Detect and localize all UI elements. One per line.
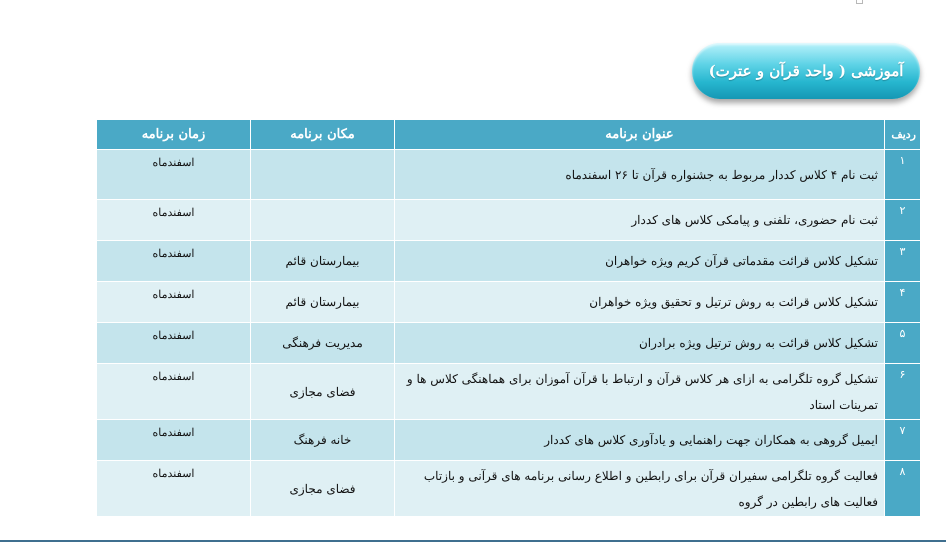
row-number: ۶ [885, 364, 921, 420]
program-title: فعالیت گروه تلگرامی سفیران قرآن برای رابطین و اطلاع رسانی برنامه های قرآنی و بازتاب فعالیت های رابطین در گروه [395, 461, 885, 517]
row-number: ۲ [885, 200, 921, 241]
header-program-time: زمان برنامه [97, 120, 251, 150]
table-row [97, 200, 921, 241]
table-row [97, 364, 921, 420]
table-header-row [97, 120, 921, 150]
program-place: بیمارستان قائم [251, 241, 395, 282]
row-number: ۴ [885, 282, 921, 323]
program-place [251, 150, 395, 200]
program-time: اسفندماه [97, 150, 251, 200]
row-number: ۳ [885, 241, 921, 282]
program-table [96, 119, 921, 517]
table-row [97, 241, 921, 282]
program-title: تشکیل گروه تلگرامی به ازای هر کلاس قرآن و ارتباط با قرآن آموزان برای هماهنگی کلاس ها و تمرینات استاد [395, 364, 885, 420]
table-row [97, 150, 921, 200]
table-row [97, 420, 921, 461]
header-program-title: عنوان برنامه [395, 120, 885, 150]
row-number: ۸ [885, 461, 921, 517]
program-title: تشکیل کلاس قرائت به روش ترتیل ویژه برادران [395, 323, 885, 364]
row-number: ۱ [885, 150, 921, 200]
program-title: ایمیل گروهی به همکاران جهت راهنمایی و یادآوری کلاس های کددار [395, 420, 885, 461]
header-row-number: ردیف [885, 120, 921, 150]
program-place [251, 200, 395, 241]
section-title-badge [692, 43, 920, 99]
program-time: اسفندماه [97, 461, 251, 517]
header-program-place: مکان برنامه [251, 120, 395, 150]
program-title: تشکیل کلاس قرائت مقدماتی قرآن کریم ویژه خواهران [395, 241, 885, 282]
program-place: فضای مجازی [251, 461, 395, 517]
program-title: ثبت نام حضوری، تلفنی و پیامکی کلاس های کددار [395, 200, 885, 241]
program-place: خانه فرهنگ [251, 420, 395, 461]
window-corner-mark [856, 0, 863, 4]
program-time: اسفندماه [97, 241, 251, 282]
program-time: اسفندماه [97, 364, 251, 420]
program-time: اسفندماه [97, 323, 251, 364]
row-number: ۵ [885, 323, 921, 364]
program-place: فضای مجازی [251, 364, 395, 420]
section-title: آموزشی ( واحد قرآن و عترت) [708, 62, 904, 80]
program-place: بیمارستان قائم [251, 282, 395, 323]
program-time: اسفندماه [97, 420, 251, 461]
table-row [97, 461, 921, 517]
program-time: اسفندماه [97, 282, 251, 323]
program-place: مدیریت فرهنگی [251, 323, 395, 364]
program-time: اسفندماه [97, 200, 251, 241]
program-title: ثبت نام ۴ کلاس کددار مربوط به جشنواره قرآن تا ۲۶ اسفندماه [395, 150, 885, 200]
program-title: تشکیل کلاس قرائت به روش ترتیل و تحقیق ویژه خواهران [395, 282, 885, 323]
table-row [97, 323, 921, 364]
row-number: ۷ [885, 420, 921, 461]
table-row [97, 282, 921, 323]
